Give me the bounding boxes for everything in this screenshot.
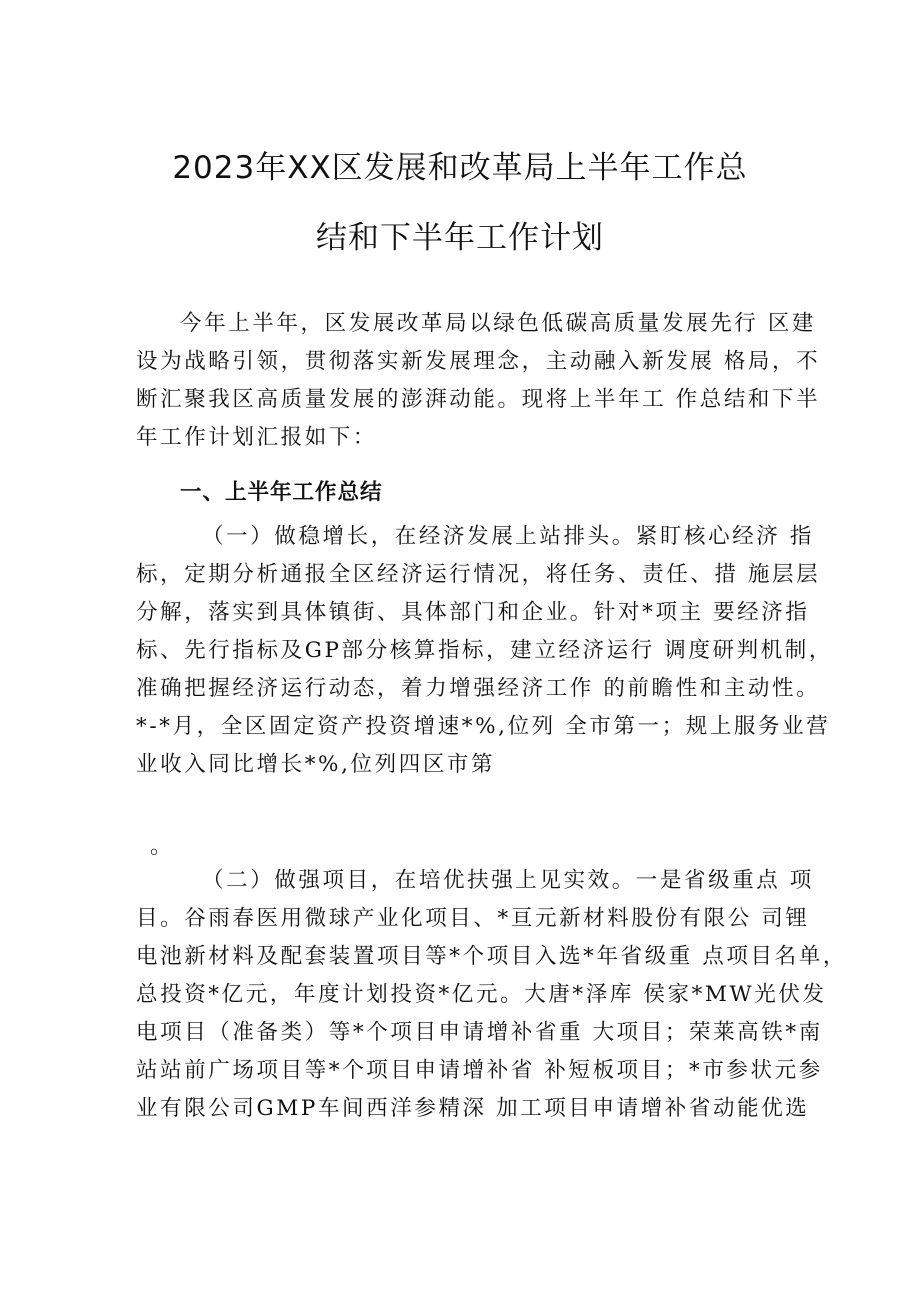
document-title-line-2: 结和下半年工作计划 [316,220,604,256]
text-line: 目。谷雨春医用微球产业化项目、*亘元新材料股份有限公 司锂 [136,906,810,931]
text-line: 标，定期分析通报全区经济运行情况，将任务、责任、措 施层层 [136,562,821,587]
text-line: 今年上半年，区发展改革局以绿色低碳高质量发展先行 区建 [180,311,817,336]
text-line: 电项目（准备类）等*个项目申请增补省重 大项目；荣莱高铁*南 [136,1020,823,1045]
text-line: 业有限公司GMP车间西洋参精深 加工项目申请增补省动能优选 [136,1096,810,1121]
text-line: 准确把握经济运行动态，着力增强经济工作 的前瞻性和主动性。 [136,676,821,701]
document-title-line-1: 2023年XX区发展和改革局上半年工作总 [172,150,748,186]
paragraph-tail [150,828,810,866]
intro-paragraph [136,305,821,457]
text-line: （二）做强项目，在培优扶强上见实效。一是省级重点 项 [202,868,814,893]
text-line: 标、先行指标及GP部分核算指标，建立经济运行 调度研判机制， [136,638,833,663]
text-line: 年工作计划汇报如下： [136,425,378,450]
section-heading: 一、上半年工作总结 [180,480,383,505]
text-line: 站站前广场项目等*个项目申请增补省 补短板项目；*市参状元参 [136,1058,823,1083]
text-line: （一）做稳增长，在经济发展上站排头。紧盯核心经济 指 [202,524,814,549]
text-line: 分解，落实到具体镇街、具体部门和企业。针对*项主 要经济指 [136,600,810,625]
text-line: 。 [150,834,175,859]
text-line: 总投资*亿元，年度计划投资*亿元。大唐*泽库 侯家*MW光伏发 [136,982,827,1007]
text-line: 电池新材料及配套装置项目等*个项目入选*年省级重 点项目名单， [136,944,847,969]
text-line: 断汇聚我区高质量发展的澎湃动能。现将上半年工 作总结和下半 [136,387,821,412]
section-heading-summary [136,474,796,512]
text-line: 业收入同比增长*%,位列四区市第 [136,752,496,777]
paragraph-strong-projects [136,862,847,1128]
text-line: *-*月，全区固定资产投资增速*%,位列 全市第一；规上服务业营 [136,714,831,739]
text-line: 设为战略引领，贯彻落实新发展理念，主动融入新发展 格局，不 [136,349,821,374]
paragraph-steady-growth [136,518,833,784]
